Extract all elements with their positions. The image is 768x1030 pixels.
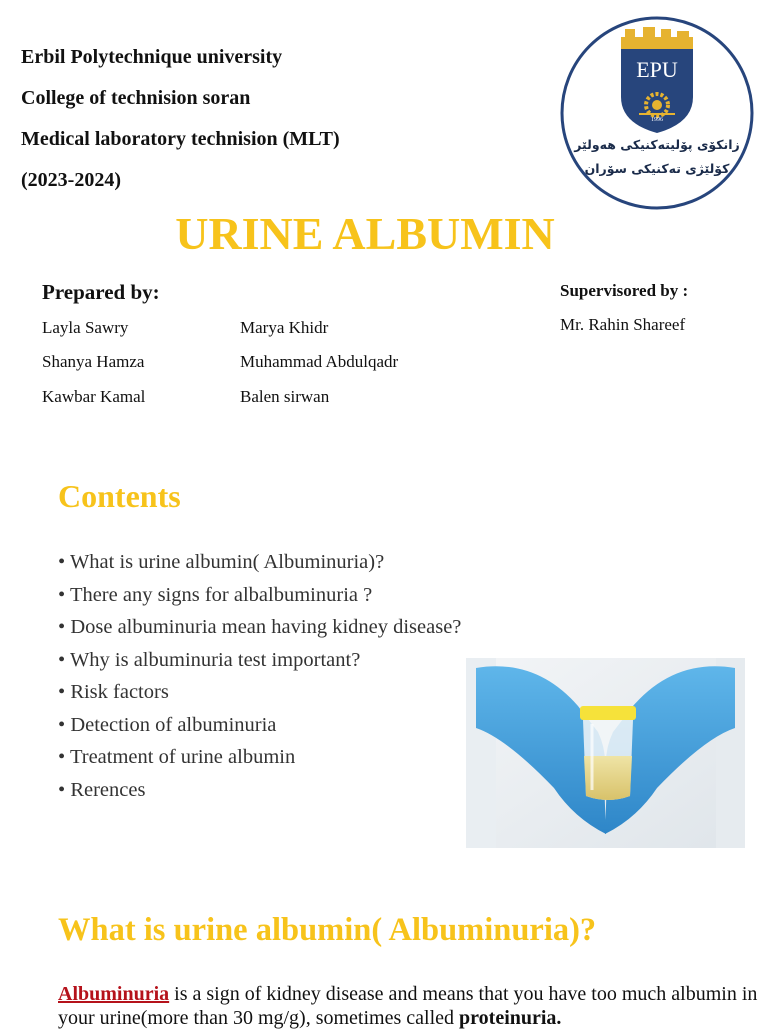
- department-name: Medical laboratory technision (MLT): [21, 128, 340, 150]
- author-name: Shanya Hamza: [42, 352, 145, 371]
- page-title: URINE ALBUMIN: [175, 208, 555, 259]
- proteinuria-term: proteinuria.: [459, 1007, 562, 1029]
- list-item: • What is urine albumin( Albuminuria)?: [58, 547, 461, 580]
- academic-year: (2023-2024): [21, 169, 121, 191]
- author-name: Kawbar Kamal: [42, 387, 146, 406]
- albuminuria-link[interactable]: Albuminuria: [58, 983, 170, 1005]
- author-name: Marya Khidr: [240, 318, 329, 337]
- university-name: Erbil Polytechnique university: [21, 46, 283, 68]
- author-name: Balen sirwan: [240, 387, 330, 406]
- list-item: • There any signs for albalbuminuria ?: [58, 580, 461, 613]
- prepared-by-heading: Prepared by:: [42, 280, 160, 304]
- list-item: • Risk factors: [58, 677, 461, 710]
- body-paragraph: [58, 982, 758, 1030]
- list-item: • Rerences: [58, 775, 461, 808]
- contents-heading: Contents: [58, 478, 181, 514]
- logo-acronym: EPU: [636, 57, 678, 82]
- list-item: • Why is albuminuria test important?: [58, 645, 461, 678]
- logo-arabic-university: زانكۆی پۆلیتەكنیكی هەولێر: [574, 137, 740, 152]
- list-item: • Dose albuminuria mean having kidney disease?: [58, 612, 461, 645]
- list-item: • Treatment of urine albumin: [58, 742, 461, 775]
- college-name: College of technision soran: [21, 87, 251, 109]
- contents-list: [58, 547, 461, 807]
- section-heading: What is urine albumin( Albuminuria)?: [58, 912, 597, 948]
- epu-logo: [559, 15, 755, 211]
- author-name: Muhammad Abdulqadr: [240, 352, 399, 371]
- supervisor-heading: Supervisored by :: [560, 281, 689, 300]
- author-name: Layla Sawry: [42, 318, 129, 337]
- supervisor-name: Mr. Rahin Shareef: [560, 315, 686, 334]
- list-item: • Detection of albuminuria: [58, 710, 461, 743]
- logo-arabic-college: كۆلێژی تەكنیكی سۆران: [584, 161, 730, 176]
- urine-sample-photo: [466, 658, 745, 848]
- paragraph-text: is a sign of kidney disease and means that you have too much albumin in your urine(more than 30 mg/g), sometimes called: [58, 983, 758, 1029]
- logo-year: 1996: [651, 117, 663, 123]
